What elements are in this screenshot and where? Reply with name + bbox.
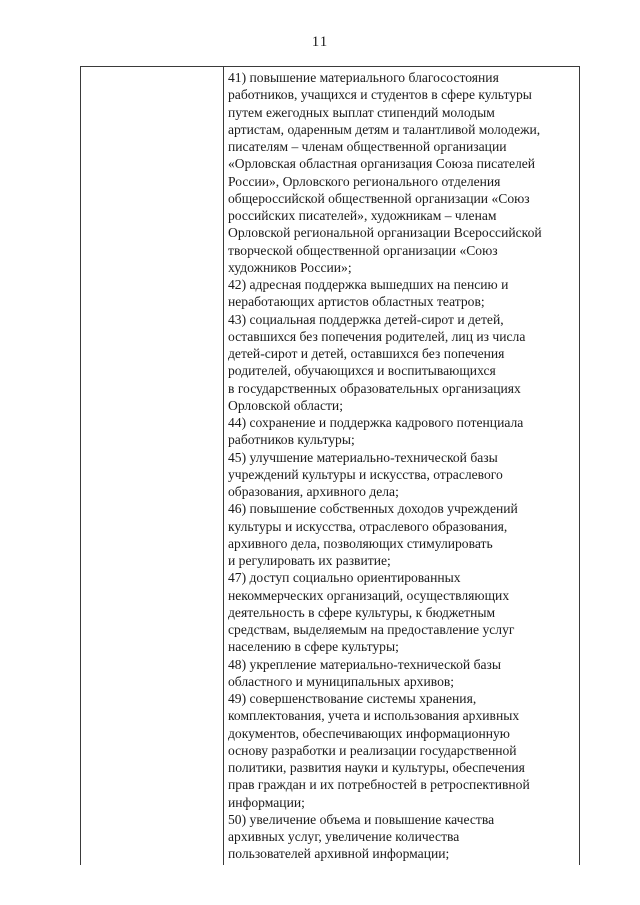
table-right-cell bbox=[228, 69, 580, 863]
text-line: архивного дела, позволяющих стимулировать bbox=[228, 535, 493, 551]
text-line: информации; bbox=[228, 794, 305, 810]
text-line: областного и муниципальных архивов; bbox=[228, 673, 455, 689]
column-divider bbox=[223, 67, 224, 865]
text-line: 43) социальная поддержка детей-сирот и детей, bbox=[228, 311, 504, 327]
text-line: 42) адресная поддержка вышедших на пенсию и bbox=[228, 277, 509, 292]
text-line: «Орловская областная организация Союза писателей bbox=[228, 156, 536, 172]
text-line: 47) доступ социально ориентированных bbox=[228, 570, 461, 586]
text-line: некоммерческих организаций, осуществляющих bbox=[228, 587, 510, 603]
text-line: артистам, одаренным детям и талантливой молодежи, bbox=[228, 121, 541, 137]
table-left-cell bbox=[81, 67, 223, 865]
text-line: средствам, выделяемым на предоставление услуг bbox=[228, 622, 515, 637]
text-line: 49) совершенствование системы хранения, bbox=[228, 691, 477, 706]
text-line: писателям – членам общественной организации bbox=[228, 139, 507, 154]
text-line: и регулировать их развитие; bbox=[228, 553, 391, 568]
text-line: культуры и искусства, отраслевого образования, bbox=[228, 518, 508, 534]
text-line: основу разработки и реализации государственной bbox=[228, 742, 517, 758]
text-line: деятельность в сфере культуры, к бюджетным bbox=[228, 604, 496, 620]
text-line: архивных услуг, увеличение количества bbox=[228, 829, 460, 844]
text-line: Орловской региональной организации Всероссийской bbox=[228, 225, 542, 241]
text-line: российских писателей», художникам – членам bbox=[228, 208, 497, 223]
text-line: 44) сохранение и поддержка кадрового потенциала bbox=[228, 415, 524, 430]
text-line: неработающих артистов областных театров; bbox=[228, 294, 485, 310]
text-line: 48) укрепление материально-технической базы bbox=[228, 656, 502, 672]
text-line: образования, архивного дела; bbox=[228, 484, 399, 499]
text-line: работников, учащихся и студентов в сфере культуры bbox=[228, 87, 532, 103]
text-line: творческой общественной организации «Союз bbox=[228, 242, 498, 258]
text-line: 50) увеличение объема и повышение качества bbox=[228, 811, 495, 827]
text-line: документов, обеспечивающих информационную bbox=[228, 725, 510, 741]
text-line: художников России»; bbox=[228, 259, 352, 275]
text-line: пользователей архивной информации; bbox=[228, 846, 450, 862]
text-line: путем ежегодных выплат стипендий молодым bbox=[228, 104, 495, 120]
text-line: населению в сфере культуры; bbox=[228, 639, 399, 655]
page-number: 11 bbox=[311, 34, 329, 50]
text-line: учреждений культуры и искусства, отраслевого bbox=[228, 466, 503, 482]
document-table bbox=[80, 66, 580, 865]
text-line: 45) улучшение материально-технической базы bbox=[228, 449, 498, 465]
text-line: работников культуры; bbox=[228, 432, 355, 448]
text-line: политики, развития науки и культуры, обеспечения bbox=[228, 760, 525, 775]
text-line: Орловской области; bbox=[228, 397, 343, 413]
text-line: 41) повышение материального благосостояния bbox=[228, 70, 499, 85]
text-line: в государственных образовательных организациях bbox=[228, 380, 521, 396]
text-line: оставшихся без попечения родителей, лиц из числа bbox=[228, 328, 526, 344]
text-line: общероссийской общественной организации «Союз bbox=[228, 190, 530, 206]
text-line: детей-сирот и детей, оставшихся без попечения bbox=[228, 346, 505, 361]
text-line: России», Орловского регионального отделения bbox=[228, 173, 501, 189]
text-line: родителей, обучающихся и воспитывающихся bbox=[228, 363, 496, 379]
text-line: прав граждан и их потребностей в ретроспективной bbox=[228, 777, 530, 793]
text-line: 46) повышение собственных доходов учреждений bbox=[228, 501, 518, 517]
text-line: комплектования, учета и использования архивных bbox=[228, 708, 520, 724]
